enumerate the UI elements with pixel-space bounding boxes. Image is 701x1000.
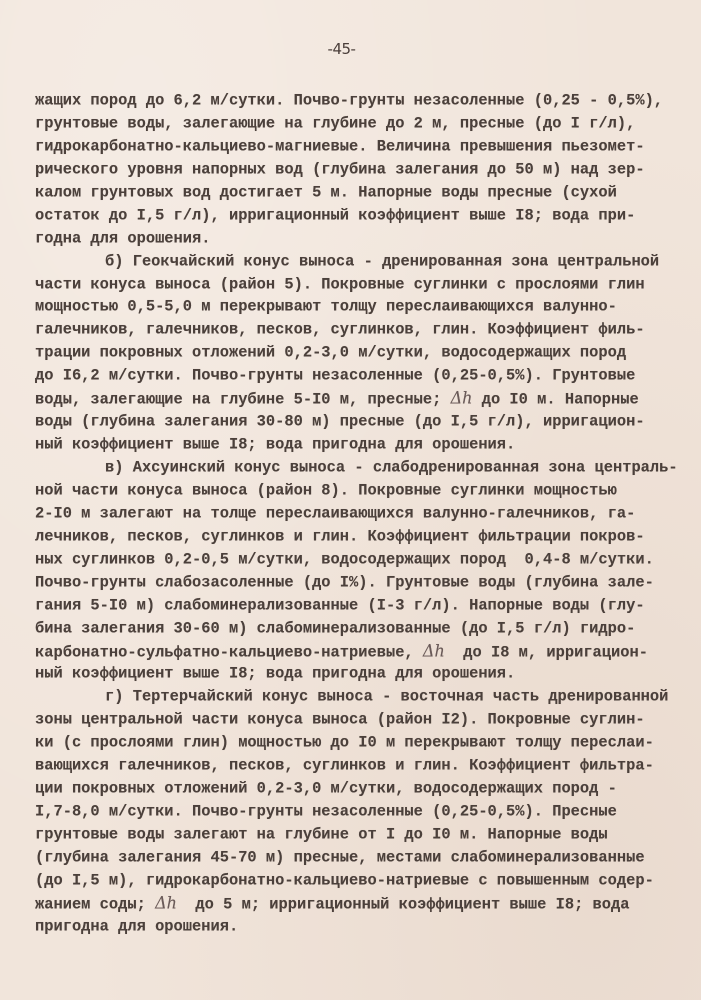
text-line: остаток до I,5 г/л), ирригационный коэффициент выше I8; вода при- [35,205,636,225]
text-line: рического уровня напорных вод (глубина залегания до 50 м) над зер- [35,159,645,179]
text-line: ный коэффициент выше I8; вода пригодна для орошения. [35,664,516,683]
text-line: 2-I0 м залегают на толще переслаивающихся валунно-галечников, га- [35,503,636,523]
text-segment: жанием соды; [35,894,156,914]
text-line [35,892,685,915]
delta-h-symbol: Δh [450,388,473,408]
text-line: лечников, песков, суглинков и глин. Коэффициент фильтрации покров- [35,526,645,546]
document-body [35,89,685,938]
paragraph-heading-line: в) Ахсуинский конус выноса - слабодренированная зона централь- [105,458,678,477]
text-line: годна для орошения. [35,228,211,248]
text-line: до I6,2 м/сутки. Почво-грунты незасоленные (0,25-0,5%). Грунтовые [35,366,636,385]
text-line: ной части конуса выноса (район 8). Покровные суглинки мощностью [35,480,617,500]
text-line: ки (с прослоями глин) мощностью до I0 м перекрывают толщу переслаи- [35,733,654,752]
text-line: I,7-8,0 м/сутки. Почво-грунты незасоленные (0,25-0,5%). Пресные [35,802,617,821]
text-segment: до 5 м; ирригационный коэффициент выше I8; вода [176,894,630,914]
text-line: ных суглинков 0,2-0,5 м/сутки, водосодержащих пород 0,4-8 м/сутки. [35,549,654,569]
text-line: трации покровных отложений 0,2-3,0 м/сутки, водосодержащих пород [35,343,627,362]
text-line: гания 5-I0 м) слабоминерализованные (I-3 г/л). Напорные воды (глу- [35,595,645,615]
delta-h-symbol: Δh [155,892,177,913]
paragraph-b-geokchay [35,250,685,456]
paragraph-v-akhsu [35,456,685,685]
paragraph-heading-line: г) Тертерчайский конус выноса - восточная часть дренированной [105,687,669,706]
text-line: мощностью 0,5-5,0 м перекрывают толщу переслаивающихся валунно- [35,297,617,316]
text-segment: воды, залегающие на глубине 5-I0 м, пресные; [35,390,451,409]
text-segment: до I8 м, ирригацион- [444,642,648,661]
paragraph-continuation [35,89,685,250]
paragraph-g-terter [35,685,685,937]
text-line: бина залегания 30-60 м) слабоминерализованные (до I,5 г/л) гидро- [35,618,636,637]
text-line: грунтовые воды, залегающие на глубине до 2 м, пресные (до I г/л), [35,113,636,133]
text-line: воды (глубина залегания 30-80 м) пресные (до I,5 г/л), ирригацион- [35,412,645,431]
text-line: ный коэффициент выше I8; вода пригодна для орошения. [35,435,516,454]
text-line: вающихся галечников, песков, суглинков и глин. Коэффициент фильтра- [35,756,654,775]
text-line: зоны центральной части конуса выноса (район I2). Покровные суглин- [35,710,645,729]
text-segment: карбонатно-сульфатно-кальциево-натриевые, [35,642,423,661]
text-line: галечников, галечников, песков, суглинков, глин. Коэффициент филь- [35,320,645,339]
text-line [35,640,685,663]
text-segment: до I0 м. Напорные [472,390,639,409]
text-line: (глубина залегания 45-70 м) пресные, местами слабоминерализованные [35,847,645,867]
text-line: части конуса выноса (район 5). Покровные суглинки с прослоями глин [35,274,645,293]
page-number: -45- [327,40,356,58]
text-line: ции покровных отложений 0,2-3,0 м/сутки, водосодержащих пород - [35,779,617,798]
text-line: пригодна для орошения. [35,916,239,936]
text-line: калом грунтовых вод достигает 5 м. Напорные воды пресные (сухой [35,182,617,202]
paragraph-heading-line: б) Геокчайский конус выноса - дренированная зона центральной [105,251,660,270]
text-line: Почво-грунты слабозасоленные (до I%). Грунтовые воды (глубина зале- [35,572,654,592]
text-line: жащих пород до 6,2 м/сутки. Почво-грунты незасоленные (0,25 - 0,5%), [35,91,664,110]
text-line: грунтовые воды залегают на глубине от I до I0 м. Напорные воды [35,825,608,844]
text-line: (до I,5 м), гидрокарбонатно-кальциево-натриевые с повышенным содер- [35,870,654,890]
text-line [35,387,685,410]
delta-h-symbol: Δh [422,640,445,660]
text-line: гидрокарбонатно-кальциево-магниевые. Величина превышения пьезомет- [35,136,645,156]
